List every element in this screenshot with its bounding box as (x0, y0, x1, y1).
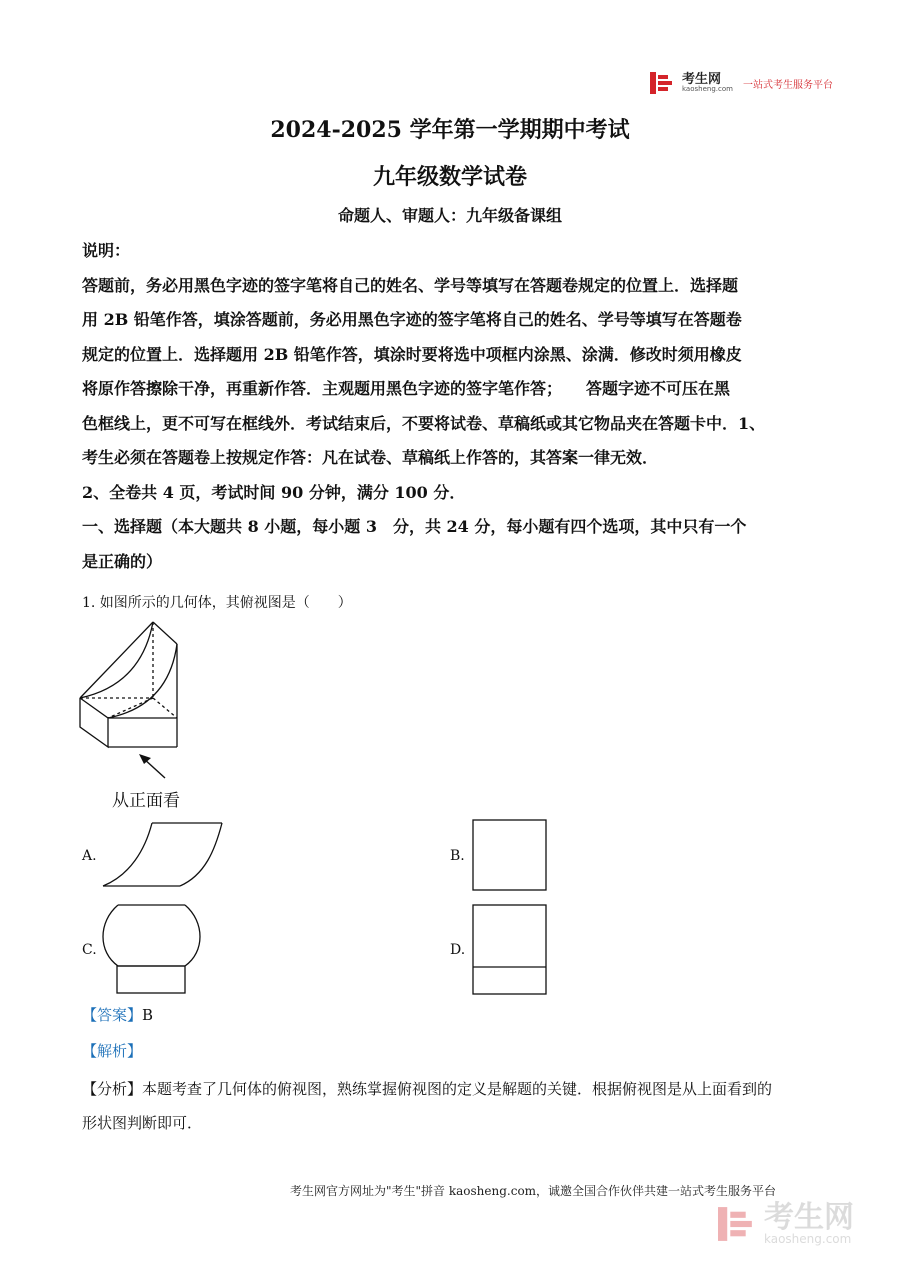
option-b-figure (470, 818, 550, 892)
kaosheng-logo-icon (650, 72, 676, 94)
logo-domain: kaosheng.com (682, 85, 733, 93)
question-1-text: 1. 如图所示的几何体，其俯视图是（ ） (82, 595, 352, 611)
header-slogan: 一站式考生服务平台 (742, 79, 833, 91)
exam-title: 2024-2025 学年第一学期期中考试 (270, 117, 630, 143)
watermark-logo-icon (718, 1200, 758, 1248)
instructions (82, 234, 822, 579)
exam-authors: 命题人、审题人：九年级备课组 (337, 206, 562, 225)
instructions-line: 2、全卷共 4 页，考试时间 90 分钟，满分 100 分． (82, 482, 466, 502)
fenxi-line1: 本题考查了几何体的俯视图，熟练掌握俯视图的定义是解题的关键．根据俯视图是从上面看到的 (142, 1080, 773, 1098)
answer-value: B (142, 1006, 154, 1024)
instructions-line: 色框线上，更不可写在框线外．考试结束后，不要将试卷、草稿纸或其它物品夹在答题卡中．1、 (82, 413, 766, 433)
section-heading-line2: 是正确的） (82, 551, 163, 571)
watermark-domain: kaosheng.com (764, 1232, 852, 1246)
logo-name: 考生网 (682, 72, 722, 87)
instructions-heading: 说明： (82, 241, 131, 260)
view-direction-arrow-icon (135, 750, 175, 784)
option-a-figure (100, 820, 230, 892)
analysis-label: 【解析】 (82, 1042, 143, 1060)
answer-label: 【答案】 (82, 1006, 143, 1024)
instructions-line: 答题前，务必用黑色字迹的签字笔将自己的姓名、学号等填写在答题卷规定的位置上．选择题 (82, 275, 739, 295)
option-a-label: A. (82, 848, 97, 864)
instructions-line: 考生必须在答题卷上按规定作答：凡在试卷、草稿纸上作答的，其答案一律无效． (82, 448, 659, 467)
section-heading-line1: 一、选择题（本大题共 8 小题，每小题 3 分，共 24 分，每小题有四个选项，其中只有一个 (82, 517, 747, 536)
option-c-figure (100, 902, 205, 998)
view-direction-label: 从正面看 (112, 791, 180, 811)
instructions-line: 将原作答擦除干净，再重新作答．主观题用黑色字迹的签字笔作答； 答题字迹不可压在黑 (82, 379, 731, 398)
watermark (718, 1200, 854, 1248)
fenxi-label: 【分析】 (82, 1080, 143, 1098)
exam-subtitle: 九年级数学试卷 (372, 164, 527, 190)
option-d-figure (470, 903, 550, 997)
header-logo (650, 72, 833, 94)
answer-line (82, 1004, 153, 1025)
watermark-name: 考生网 (764, 1200, 854, 1235)
solid-figure (78, 620, 188, 750)
option-b-label: B. (450, 848, 465, 864)
instructions-line: 用 2B 铅笔作答，填涂答题前，务必用黑色字迹的签字笔将自己的姓名、学号等填写在答题卷 (82, 310, 742, 329)
option-c-label: C. (82, 942, 97, 958)
footer-text: 考生网官方网址为"考生"拼音 kaosheng.com，诚邀全国合作伙伴共建一站式考生服务平台 (290, 1184, 777, 1198)
fenxi-block (82, 1072, 822, 1140)
fenxi-line2: 形状图判断即可． (82, 1114, 203, 1132)
option-d-label: D. (450, 942, 466, 958)
instructions-line: 规定的位置上．选择题用 2B 铅笔作答，填涂时要将选中项框内涂黑、涂满．修改时须用橡皮 (82, 344, 742, 364)
